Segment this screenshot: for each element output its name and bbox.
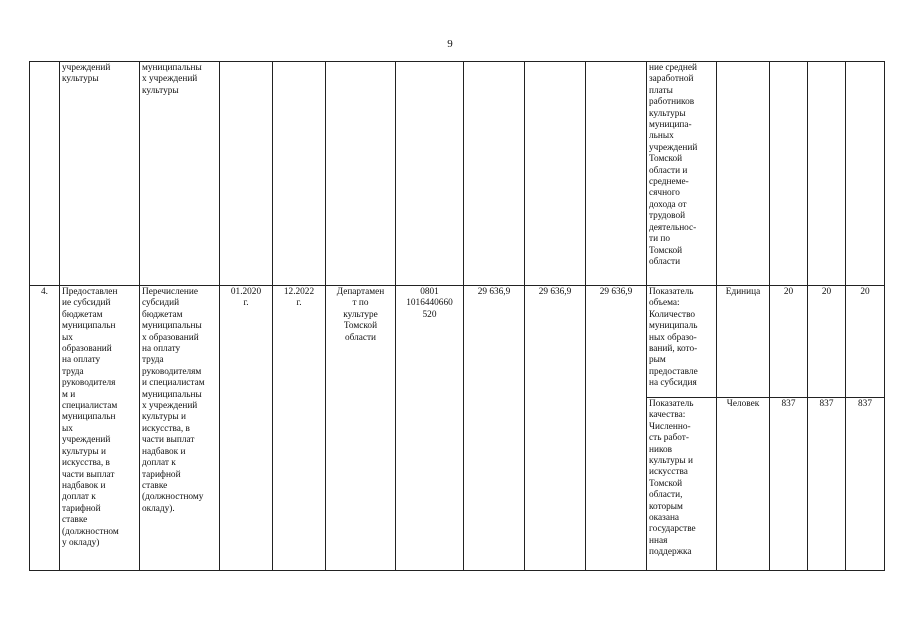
- cell-budget-code: 0801 1016440660 520: [396, 286, 464, 571]
- cell-unit: [717, 62, 770, 286]
- cell-amount-1: [464, 62, 525, 286]
- cell-value-2: 837: [808, 398, 846, 571]
- cell-budget-code: [396, 62, 464, 286]
- cell-start-date: [220, 62, 273, 286]
- cell-value-3: 20: [846, 286, 885, 398]
- cell-executor: [326, 62, 396, 286]
- cell-number: [30, 62, 60, 286]
- cell-value-3: 837: [846, 398, 885, 571]
- cell-amount-2: 29 636,9: [525, 286, 586, 571]
- cell-description: Перечисление субсидий бюджетам муниципальны х образований на оплату труда руководителям и специалистам муниципальны х учреждений культуры и искусства, в части выплат надбавок и доплат к тарифной ставке (должностному окладу).: [140, 286, 220, 571]
- cell-value-1: [770, 62, 808, 286]
- cell-start-date: 01.2020 г.: [220, 286, 273, 571]
- cell-indicator: ние средней заработной платы работников культуры муниципа- льных учреждений Томской области и среднеме- сячного дохода от трудовой деятельнос- ти по Томской области: [647, 62, 717, 286]
- table-row-continued: [30, 62, 885, 286]
- cell-activity: учреждений культуры: [60, 62, 140, 286]
- cell-amount-1: 29 636,9: [464, 286, 525, 571]
- cell-end-date: 12.2022 г.: [273, 286, 326, 571]
- cell-amount-2: [525, 62, 586, 286]
- cell-number: 4.: [30, 286, 60, 571]
- cell-executor: Департамен т по культуре Томской области: [326, 286, 396, 571]
- cell-unit: Единица: [717, 286, 770, 398]
- cell-indicator: Показатель объема: Количество муниципаль ных образо- ваний, кото- рым предоставле на субсидия: [647, 286, 717, 398]
- cell-value-1: 20: [770, 286, 808, 398]
- cell-activity: Предоставлен ие субсидий бюджетам муниципальн ых образований на оплату труда руководителя м и специалистам муниципальн ых учреждений культуры и искусства, в части выплат надбавок и доплат к тарифной ставке (должностном у окладу): [60, 286, 140, 571]
- cell-value-3: [846, 62, 885, 286]
- cell-amount-3: 29 636,9: [586, 286, 647, 571]
- cell-amount-3: [586, 62, 647, 286]
- cell-value-2: [808, 62, 846, 286]
- cell-value-1: 837: [770, 398, 808, 571]
- program-table: [29, 61, 885, 571]
- cell-description: муниципальны х учреждений культуры: [140, 62, 220, 286]
- table-row-4-indicator-1: [30, 286, 885, 398]
- cell-end-date: [273, 62, 326, 286]
- cell-value-2: 20: [808, 286, 846, 398]
- page-number: 9: [447, 38, 453, 50]
- cell-indicator: Показатель качества: Численно- сть работ- ников культуры и искусства Томской области, которым оказана государстве нная поддержка: [647, 398, 717, 571]
- cell-unit: Человек: [717, 398, 770, 571]
